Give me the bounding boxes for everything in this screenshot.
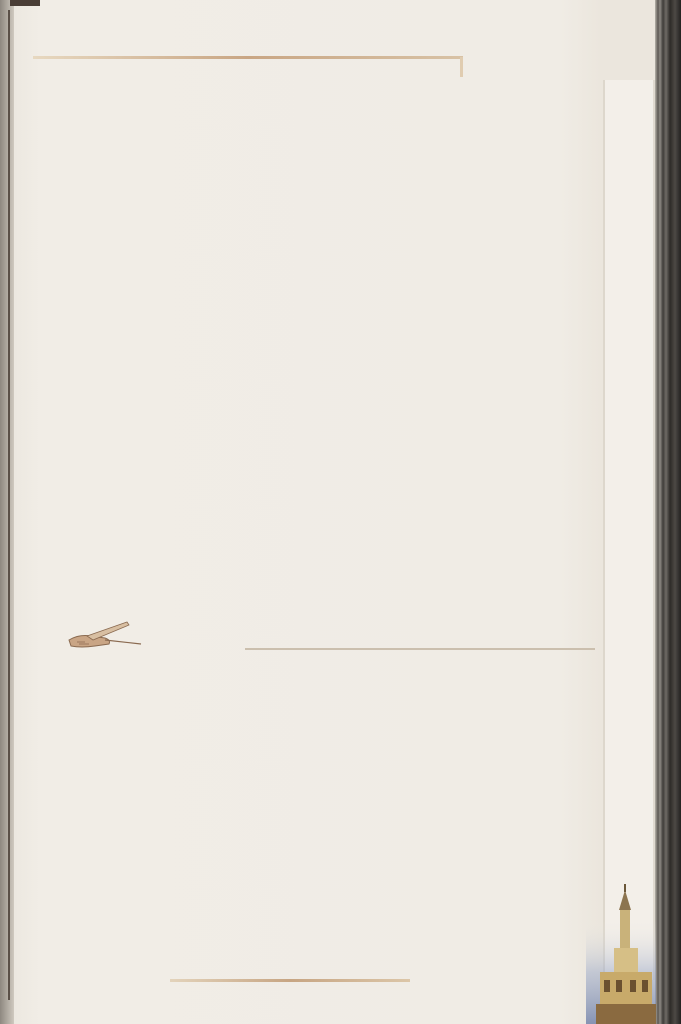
church-building-icon	[586, 880, 656, 1024]
book-binding	[655, 0, 681, 1024]
header-rule	[33, 56, 463, 59]
pen-hand-icon	[65, 618, 143, 650]
left-border-line	[8, 10, 10, 1000]
source-section-heading	[65, 614, 595, 654]
margin-column	[603, 80, 655, 980]
page-left-edge	[0, 0, 14, 1024]
header-frame-corner	[460, 57, 463, 77]
top-corner-decoration	[10, 0, 40, 6]
section-rule	[245, 648, 595, 650]
bottom-rule	[170, 979, 410, 982]
